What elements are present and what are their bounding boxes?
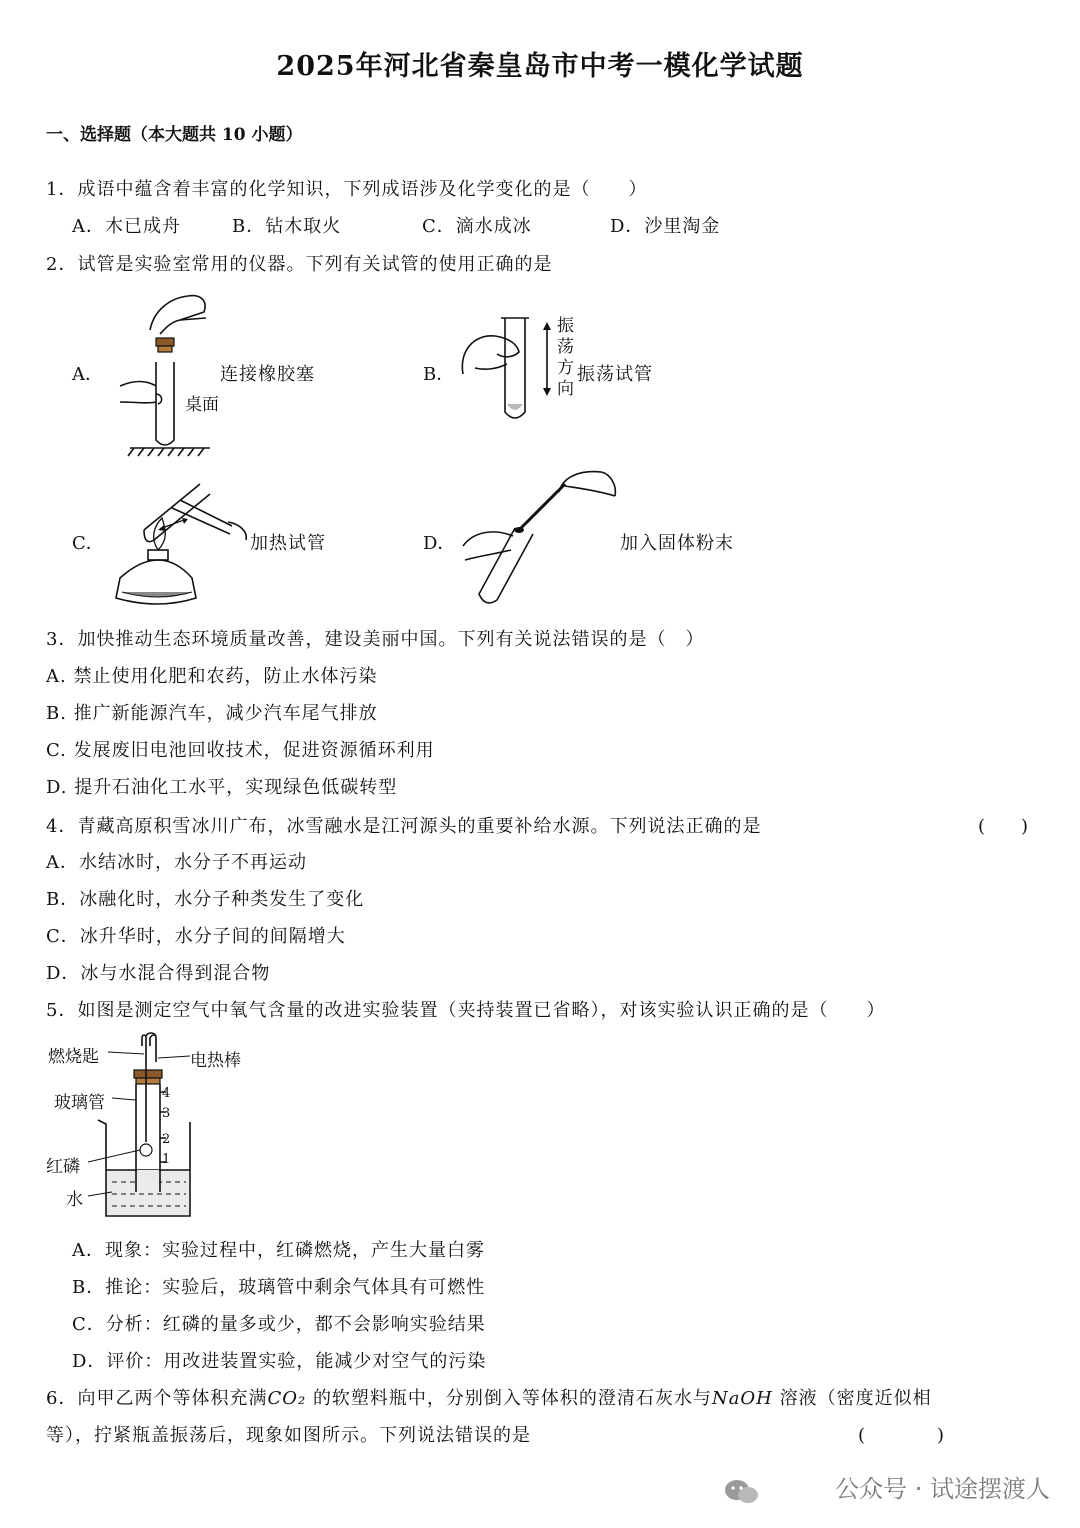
q1-option-d: D．沙里淘金 — [610, 216, 721, 237]
table-surface-label: 桌面 — [185, 395, 219, 415]
q4-option-c: C．冰升华时，水分子间的间隔增大 — [46, 926, 346, 947]
scale-ticks — [162, 1084, 170, 1170]
q1-option-b: B．钻木取火 — [232, 216, 342, 237]
q6-answer-paren: ( ) — [858, 1425, 945, 1446]
q2-fig-b-letter: B． — [423, 364, 455, 385]
q2-fig-d-caption: 加入固体粉末 — [620, 533, 734, 554]
q5-stem: 5．如图是测定空气中氧气含量的改进实验装置（夹持装置已省略），对该实验认识正确的是（ ） — [46, 1000, 886, 1021]
section-heading: 一、选择题（本大题共 10 小题） — [46, 125, 303, 145]
q3-option-c: C. 发展废旧电池回收技术，促进资源循环利用 — [46, 740, 435, 761]
q2-fig-a-letter: A． — [72, 364, 103, 385]
q4-option-a: A．水结冰时，水分子不再运动 — [46, 852, 307, 873]
q4-answer-paren: ( ) — [978, 816, 1029, 837]
q2-fig-c-letter: C． — [72, 533, 104, 554]
shake-label-char: 方 — [557, 358, 574, 378]
wechat-icon — [724, 1478, 760, 1506]
q3-option-d: D. 提升石油化工水平，实现绿色低碳转型 — [46, 777, 398, 798]
q5-option-c: C．分析：红磷的量多或少，都不会影响实验结果 — [72, 1314, 486, 1335]
red-phosphorus-label: 红磷 — [46, 1157, 80, 1177]
naoh-formula: NaOH — [711, 1388, 773, 1409]
tick-label: 1 — [162, 1152, 171, 1167]
q5-option-a: A．现象：实验过程中，红磷燃烧，产生大量白雾 — [72, 1240, 485, 1261]
spoon-label: 燃烧匙 — [48, 1047, 99, 1067]
q3-stem: 3．加快推动生态环境质量改善，建设美丽中国。下列有关说法错误的是（ ） — [46, 629, 705, 650]
q4-option-b: B．冰融化时，水分子种类发生了变化 — [46, 889, 365, 910]
page-title: 2025年河北省秦皇岛市中考一模化学试题 — [276, 51, 804, 82]
shake-label-char: 向 — [557, 379, 574, 399]
tick-label: 2 — [162, 1132, 171, 1147]
q2-fig-a-caption: 连接橡胶塞 — [220, 364, 315, 385]
q6-stem-part3: 溶液（密度近似相 — [779, 1388, 932, 1409]
glass-tube-label: 玻璃管 — [54, 1093, 105, 1113]
q2-fig-c-caption: 加热试管 — [250, 533, 326, 554]
q4-option-d: D．冰与水混合得到混合物 — [46, 963, 271, 984]
q6-stem-part1: 6．向甲乙两个等体积充满 — [46, 1388, 268, 1409]
q1-option-a: A．木已成舟 — [72, 216, 181, 237]
tick-label: 3 — [162, 1106, 171, 1121]
q5-option-b: B．推论：实验后，玻璃管中剩余气体具有可燃性 — [72, 1277, 486, 1298]
watermark-text: 公众号 · 试途摆渡人 — [835, 1475, 1050, 1503]
q6-stem-line1 — [46, 1384, 932, 1410]
q2-fig-d-letter: D． — [423, 533, 456, 554]
q5-option-d: D．评价：用改进装置实验，能减少对空气的污染 — [72, 1351, 487, 1372]
tick-label: 4 — [162, 1086, 171, 1101]
q6-stem-line2: 等），拧紧瓶盖振荡后，现象如图所示。下列说法错误的是 — [46, 1425, 531, 1446]
q1-option-c: C．滴水成冰 — [422, 216, 532, 237]
q3-option-b: B. 推广新能源汽车，减少汽车尾气排放 — [46, 703, 378, 724]
q6-stem-part2: 的软塑料瓶中，分别倒入等体积的澄清石灰水与 — [312, 1388, 712, 1409]
q4-stem: 4．青藏高原积雪冰川广布，冰雪融水是江河源头的重要补给水源。下列说法正确的是 — [46, 816, 762, 837]
q1-stem: 1．成语中蕴含着丰富的化学知识，下列成语涉及化学变化的是（ ） — [46, 179, 648, 200]
water-label: 水 — [66, 1190, 83, 1210]
shake-label-char: 振 — [557, 316, 574, 336]
co2-formula: CO₂ — [267, 1388, 307, 1409]
q2-fig-b-caption: 振荡试管 — [577, 364, 653, 385]
electric-rod-label: 电热棒 — [190, 1051, 241, 1071]
shake-label-char: 荡 — [557, 337, 574, 357]
q3-option-a: A. 禁止使用化肥和农药，防止水体污染 — [46, 666, 378, 687]
q2-stem: 2．试管是实验室常用的仪器。下列有关试管的使用正确的是 — [46, 254, 553, 275]
